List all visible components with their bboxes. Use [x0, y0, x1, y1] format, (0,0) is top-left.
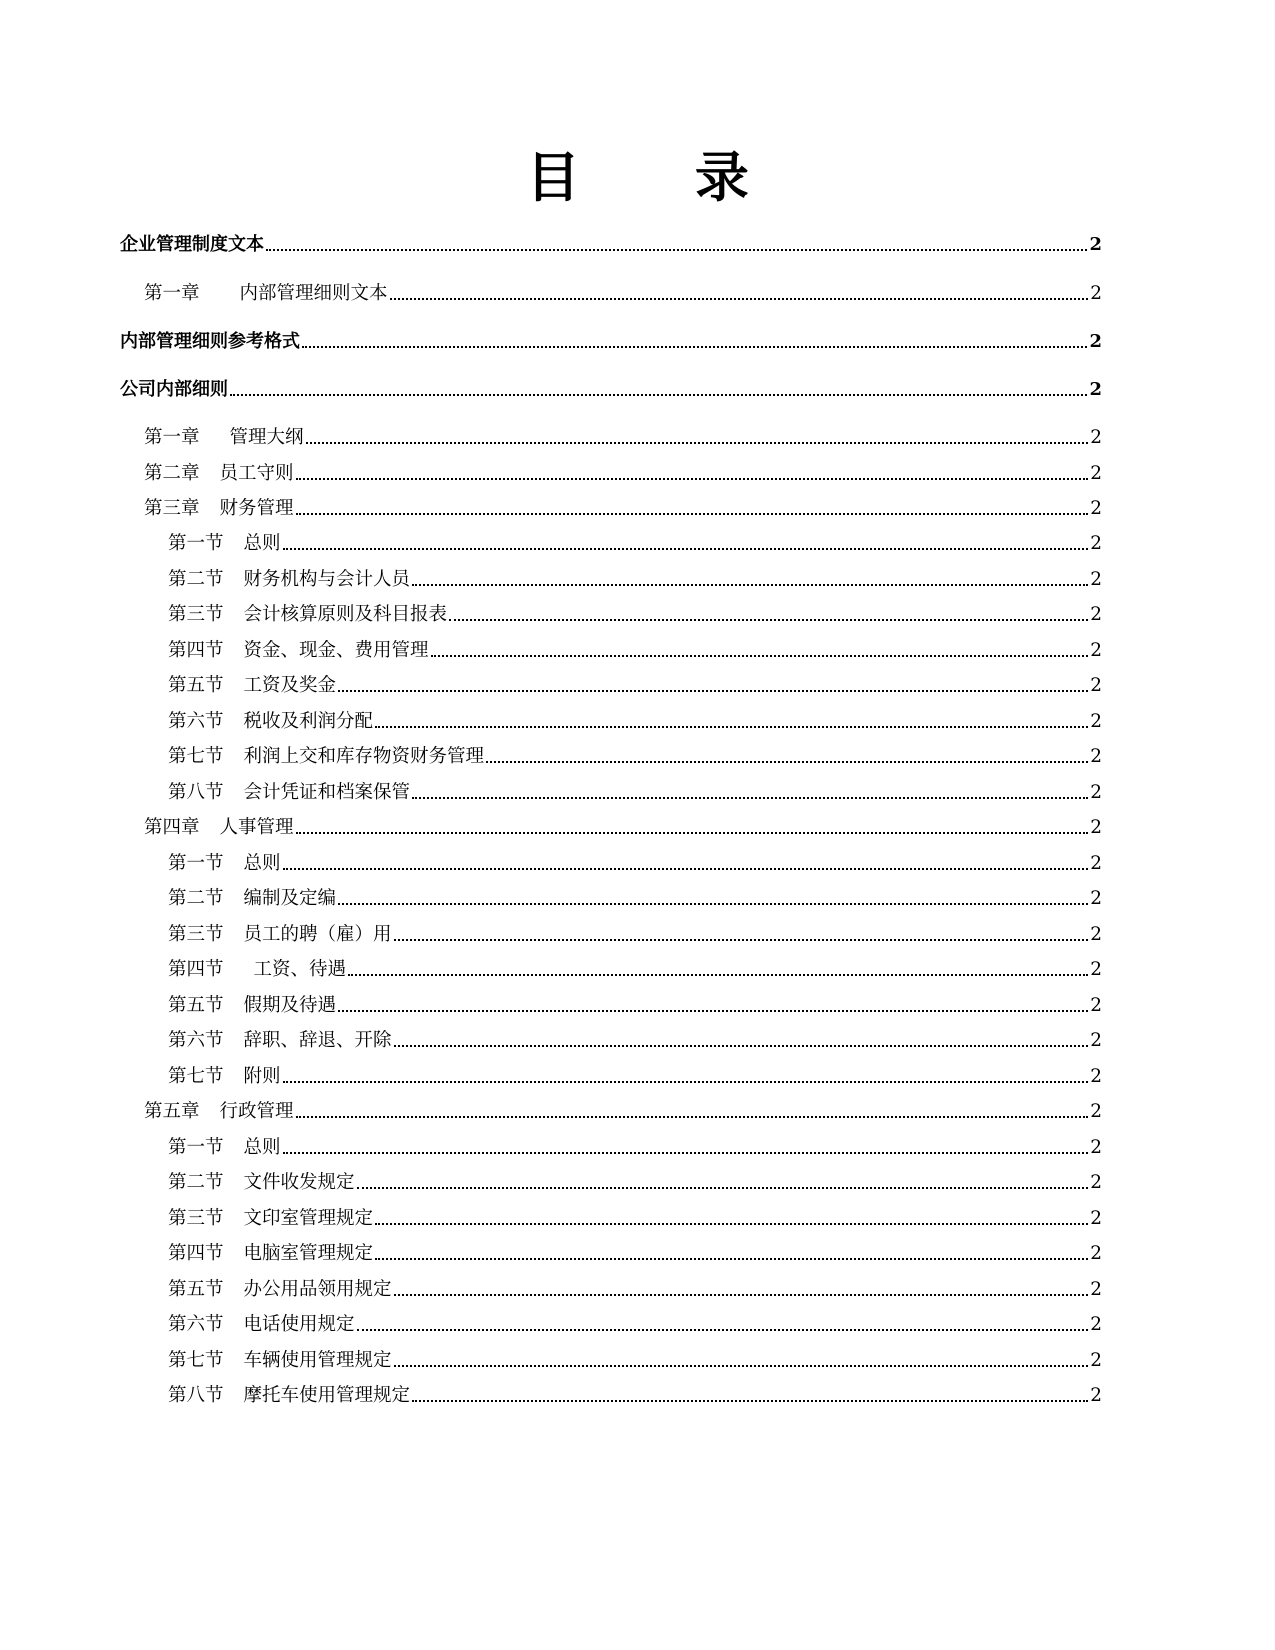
toc-entry[interactable] [120, 920, 1102, 946]
dot-leader [412, 584, 1088, 586]
toc-entry-label: 行政管理 [219, 1101, 294, 1122]
toc-entry-page-number: 2 [1090, 1030, 1102, 1051]
toc-entry[interactable] [120, 423, 1102, 449]
dot-leader [375, 1258, 1088, 1260]
toc-entry[interactable] [120, 565, 1102, 591]
toc-entry[interactable] [120, 955, 1102, 981]
toc-entry-page-number: 2 [1090, 1243, 1102, 1264]
toc-entry-label: 总则 [243, 1137, 281, 1158]
toc-entry-page-number: 2 [1090, 995, 1102, 1016]
toc-entry-page-number: 2 [1090, 1279, 1102, 1300]
dot-leader [394, 1045, 1089, 1047]
toc-entry-number: 第一节 [168, 853, 224, 874]
toc-entry-label: 假期及待遇 [243, 995, 337, 1016]
toc-entry-number: 第一节 [168, 533, 224, 554]
toc-entry-number: 第六节 [168, 1314, 224, 1335]
toc-entry[interactable] [120, 991, 1102, 1017]
toc-entry-number: 第三节 [168, 924, 224, 945]
toc-entry-label: 企业管理制度文本 [120, 234, 264, 255]
toc-entry-number: 第三章 [144, 498, 200, 519]
toc-entry[interactable] [120, 778, 1102, 804]
toc-entry-label: 管理大纲 [229, 427, 304, 448]
toc-entry[interactable] [120, 1310, 1102, 1336]
toc-entry-label: 文印室管理规定 [243, 1208, 374, 1229]
toc-entry-page-number: 2 [1089, 331, 1102, 352]
dot-leader [306, 442, 1089, 444]
dot-leader [486, 761, 1088, 763]
toc-entry-number: 第一章 [144, 283, 200, 304]
toc-entry-page-number: 2 [1090, 817, 1102, 838]
dot-leader [338, 690, 1088, 692]
toc-entry-label: 编制及定编 [243, 888, 337, 909]
toc-entry-number: 第五章 [144, 1101, 200, 1122]
dot-leader [390, 298, 1089, 300]
toc-entry-label: 文件收发规定 [243, 1172, 355, 1193]
toc-entry[interactable] [120, 600, 1102, 626]
toc-entry-page-number: 2 [1090, 1066, 1102, 1087]
toc-entry-label: 公司内部细则 [120, 379, 228, 400]
toc-entry-label: 会计核算原则及科目报表 [243, 604, 448, 625]
toc-entry[interactable] [120, 1346, 1102, 1372]
dot-leader [283, 868, 1089, 870]
toc-entry-label: 税收及利润分配 [243, 711, 374, 732]
toc-entry-page-number: 2 [1090, 604, 1102, 625]
toc-entry-page-number: 2 [1090, 427, 1102, 448]
toc-entry-page-number: 2 [1090, 675, 1102, 696]
toc-entry-label: 总则 [243, 533, 281, 554]
toc-entry-number: 第八节 [168, 782, 224, 803]
toc-entry[interactable] [120, 1204, 1102, 1230]
toc-entry-number: 第五节 [168, 675, 224, 696]
toc-entry-page-number: 2 [1090, 1350, 1102, 1371]
dot-leader [431, 655, 1089, 657]
dot-leader [283, 1152, 1089, 1154]
dot-leader [412, 797, 1088, 799]
dot-leader [230, 394, 1087, 396]
toc-entry[interactable] [120, 375, 1102, 401]
toc-entry[interactable] [120, 1381, 1102, 1407]
toc-entry-label: 员工守则 [219, 463, 294, 484]
toc-entry-page-number: 2 [1090, 498, 1102, 519]
toc-entry-page-number: 2 [1090, 1314, 1102, 1335]
toc-entry-page-number: 2 [1090, 853, 1102, 874]
toc-entry-page-number: 2 [1090, 959, 1102, 980]
toc-entry-number: 第七节 [168, 1066, 224, 1087]
toc-entry-page-number: 2 [1090, 1208, 1102, 1229]
toc-title: 目 录 [526, 145, 797, 209]
dot-leader [449, 619, 1088, 621]
dot-leader [296, 478, 1089, 480]
dot-leader [296, 832, 1089, 834]
dot-leader [338, 903, 1088, 905]
toc-entry-label: 附则 [243, 1066, 281, 1087]
toc-entry-number: 第四节 [168, 959, 224, 980]
dot-leader [302, 346, 1087, 348]
dot-leader [357, 1329, 1089, 1331]
toc-entry-page-number: 2 [1090, 924, 1102, 945]
toc-entry[interactable] [120, 1026, 1102, 1052]
toc-entry-label: 人事管理 [219, 817, 294, 838]
toc-entry-page-number: 2 [1090, 1172, 1102, 1193]
toc-entry[interactable] [120, 279, 1102, 305]
toc-entry-number: 第五节 [168, 995, 224, 1016]
toc-entry-number: 第一节 [168, 1137, 224, 1158]
toc-entry-label: 工资、待遇 [253, 959, 347, 980]
toc-entry-number: 第三节 [168, 604, 224, 625]
toc-entry-label: 辞职、辞退、开除 [243, 1030, 392, 1051]
toc-entry[interactable] [120, 849, 1102, 875]
toc-entry-label: 会计凭证和档案保管 [243, 782, 411, 803]
dot-leader [375, 1223, 1088, 1225]
toc-entry[interactable] [120, 459, 1102, 485]
toc-entry-page-number: 2 [1089, 379, 1102, 400]
toc-entry-number: 第八节 [168, 1385, 224, 1406]
toc-entry-page-number: 2 [1090, 711, 1102, 732]
toc-entry-label: 员工的聘（雇）用 [243, 924, 392, 945]
toc-entry-number: 第四节 [168, 1243, 224, 1264]
toc-entry[interactable] [120, 230, 1102, 256]
toc-entry[interactable] [120, 1097, 1102, 1123]
toc-entry-label: 电话使用规定 [243, 1314, 355, 1335]
toc-entry-page-number: 2 [1090, 782, 1102, 803]
dot-leader [296, 513, 1089, 515]
toc-entry-number: 第三节 [168, 1208, 224, 1229]
toc-entry-label: 总则 [243, 853, 281, 874]
toc-entry-number: 第七节 [168, 746, 224, 767]
toc-entry-label: 资金、现金、费用管理 [243, 640, 429, 661]
toc-entry-page-number: 2 [1089, 234, 1102, 255]
toc-entry[interactable] [120, 1275, 1102, 1301]
toc-entry-number: 第七节 [168, 1350, 224, 1371]
toc-entry[interactable] [120, 742, 1102, 768]
toc-entry[interactable] [120, 1133, 1102, 1159]
toc-entry-page-number: 2 [1090, 1101, 1102, 1122]
toc-entry-label: 工资及奖金 [243, 675, 337, 696]
toc-entry-page-number: 2 [1090, 569, 1102, 590]
toc-entry[interactable] [120, 707, 1102, 733]
toc-entry-label: 办公用品领用规定 [243, 1279, 392, 1300]
toc-entry-number: 第二节 [168, 1172, 224, 1193]
dot-leader [296, 1116, 1089, 1118]
toc-entry[interactable] [120, 671, 1102, 697]
toc-entry-page-number: 2 [1090, 1385, 1102, 1406]
toc-entry-page-number: 2 [1090, 283, 1102, 304]
toc-entry-label: 财务管理 [219, 498, 294, 519]
toc-entry-page-number: 2 [1090, 746, 1102, 767]
toc-entry-number: 第二章 [144, 463, 200, 484]
toc-entry-number: 第六节 [168, 711, 224, 732]
toc-entry[interactable] [120, 813, 1102, 839]
toc-entry[interactable] [120, 1239, 1102, 1265]
dot-leader [348, 974, 1088, 976]
toc-entry[interactable] [120, 1062, 1102, 1088]
toc-entry-number: 第五节 [168, 1279, 224, 1300]
dot-leader [338, 1010, 1088, 1012]
toc-entry[interactable] [120, 327, 1102, 353]
dot-leader [266, 249, 1087, 251]
dot-leader [375, 726, 1088, 728]
toc-entry-page-number: 2 [1090, 888, 1102, 909]
toc-entry-label: 车辆使用管理规定 [243, 1350, 392, 1371]
toc-entry[interactable] [120, 1168, 1102, 1194]
toc-entry-label: 财务机构与会计人员 [243, 569, 411, 590]
dot-leader [394, 939, 1089, 941]
toc-entry-number: 第二节 [168, 888, 224, 909]
dot-leader [394, 1365, 1089, 1367]
toc-entry-label: 电脑室管理规定 [243, 1243, 374, 1264]
toc-entry[interactable] [120, 529, 1102, 555]
toc-entry[interactable] [120, 884, 1102, 910]
dot-leader [412, 1400, 1088, 1402]
dot-leader [394, 1294, 1089, 1296]
toc-entry-label: 内部管理细则参考格式 [120, 331, 300, 352]
dot-leader [283, 548, 1089, 550]
toc-entry-label: 利润上交和库存物资财务管理 [243, 746, 485, 767]
toc-entry-number: 第一章 [144, 427, 200, 448]
toc-entry-page-number: 2 [1090, 1137, 1102, 1158]
toc-entry-number: 第六节 [168, 1030, 224, 1051]
toc-entry-number: 第四章 [144, 817, 200, 838]
toc-entry-label: 内部管理细则文本 [239, 283, 388, 304]
toc-entry-number: 第二节 [168, 569, 224, 590]
toc-entry-page-number: 2 [1090, 640, 1102, 661]
dot-leader [283, 1081, 1089, 1083]
toc-entry-number: 第四节 [168, 640, 224, 661]
toc-entry[interactable] [120, 494, 1102, 520]
toc-entry-page-number: 2 [1090, 463, 1102, 484]
toc-entry-page-number: 2 [1090, 533, 1102, 554]
toc-entry[interactable] [120, 636, 1102, 662]
toc-entry-label: 摩托车使用管理规定 [243, 1385, 411, 1406]
dot-leader [357, 1187, 1089, 1189]
